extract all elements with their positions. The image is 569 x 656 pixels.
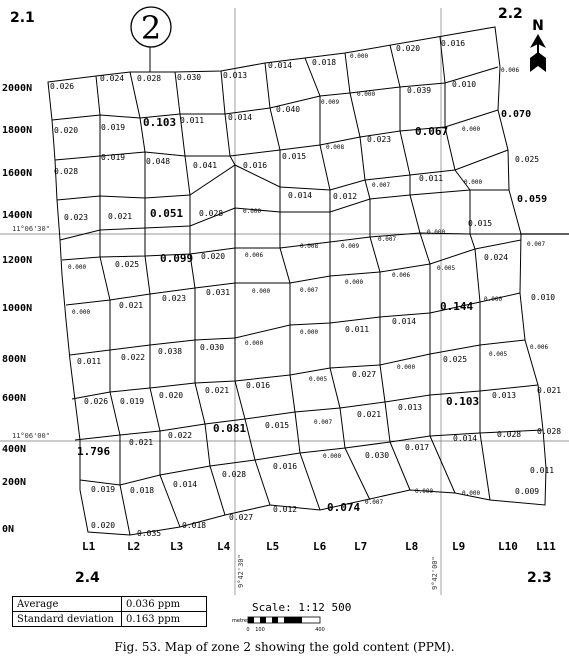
northing-label: 1400N xyxy=(2,210,33,221)
gold-value: 0.009 xyxy=(515,487,540,496)
gold-value: 0.000 xyxy=(300,329,319,336)
gold-value: 0.020 xyxy=(159,391,184,400)
gold-value: 0.023 xyxy=(162,294,187,303)
gold-value: 0.144 xyxy=(440,300,474,313)
gold-value: 0.014 xyxy=(288,191,313,200)
gold-value: 0.020 xyxy=(201,252,226,261)
gold-value: 0.015 xyxy=(468,219,493,228)
gold-value: 0.022 xyxy=(168,431,193,440)
gold-value: 0.006 xyxy=(530,344,549,351)
gold-value: 0.051 xyxy=(150,207,184,220)
gold-value: 0.007 xyxy=(365,499,384,506)
northing-label: 1600N xyxy=(2,168,33,179)
scale-tick-0: 0 xyxy=(246,627,250,633)
gold-value: 0.016 xyxy=(273,462,298,471)
gold-value: 0.000 xyxy=(427,229,446,236)
std-label: Standard deviation xyxy=(13,612,122,627)
gold-value: 0.000 xyxy=(357,91,376,98)
northing-label: 1800N xyxy=(2,125,33,136)
gold-value: 0.019 xyxy=(101,123,126,132)
gold-value: 0.070 xyxy=(501,109,532,120)
line-label: L6 xyxy=(313,540,327,553)
gold-value: 0.006 xyxy=(392,272,411,279)
gold-value: 0.000 xyxy=(484,296,503,303)
scale-label: Scale: 1:12 500 xyxy=(252,601,352,614)
line-label: L1 xyxy=(82,540,96,553)
line-labels xyxy=(82,540,556,553)
gold-value: 0.000 xyxy=(345,279,364,286)
north-arrow-icon xyxy=(530,18,546,72)
gold-value: 0.014 xyxy=(453,434,478,443)
gold-value: 0.030 xyxy=(365,451,390,460)
gold-value: 0.008 xyxy=(326,144,345,151)
gold-value: 0.021 xyxy=(205,386,230,395)
gold-value: 0.099 xyxy=(160,252,194,265)
gold-value: 0.013 xyxy=(398,403,423,412)
gold-value: 0.023 xyxy=(64,213,89,222)
gold-value: 0.000 xyxy=(68,264,87,271)
gold-value: 0.019 xyxy=(101,153,126,162)
gold-value: 0.007 xyxy=(527,241,546,248)
gold-value: 0.014 xyxy=(268,61,293,70)
gold-value: 0.009 xyxy=(321,99,340,106)
gold-value: 0.027 xyxy=(229,513,254,522)
scale-unit: metres xyxy=(232,618,250,624)
gold-value: 0.028 xyxy=(497,430,522,439)
northing-label: 1000N xyxy=(2,303,33,314)
gold-value: 0.103 xyxy=(446,395,480,408)
gold-value: 0.015 xyxy=(282,152,307,161)
gold-value: 0.016 xyxy=(441,39,466,48)
gold-value: 0.007 xyxy=(372,182,391,189)
average-value: 0.036 ppm xyxy=(122,597,207,612)
gold-value: 0.000 xyxy=(464,179,483,186)
gold-value: 0.021 xyxy=(129,438,154,447)
statistics-table xyxy=(12,596,207,627)
quadrant-label-2-4: 2.4 xyxy=(75,570,100,586)
gold-value: 0.031 xyxy=(206,288,231,297)
gold-value: 0.016 xyxy=(243,161,268,170)
gold-value: 0.067 xyxy=(415,125,449,138)
gold-value: 0.059 xyxy=(517,194,548,205)
line-label: L8 xyxy=(405,540,419,553)
gold-value: 0.000 xyxy=(350,53,369,60)
gold-value: 0.028 xyxy=(137,74,162,83)
gold-value: 0.028 xyxy=(537,427,562,436)
quadrant-label-2-3: 2.3 xyxy=(527,570,552,586)
gold-value: 0.017 xyxy=(405,443,430,452)
northing-label: 400N xyxy=(2,444,27,455)
gold-value: 0.018 xyxy=(312,58,337,67)
gold-value: 0.030 xyxy=(200,343,225,352)
scale-tick-400: 400 xyxy=(315,627,325,633)
gold-value: 1.796 xyxy=(77,445,111,458)
gold-value: 0.041 xyxy=(193,161,218,170)
longitude-label: 9°42'30" xyxy=(237,554,245,588)
scale-tick-100: 100 xyxy=(255,627,265,633)
latitude-label: 11°06'30" xyxy=(12,225,50,233)
gold-value: 0.005 xyxy=(489,351,508,358)
gold-value: 0.005 xyxy=(437,265,456,272)
gold-value: 0.011 xyxy=(345,325,370,334)
line-label: L9 xyxy=(452,540,466,553)
gold-value: 0.011 xyxy=(530,466,555,475)
gold-value: 0.011 xyxy=(419,174,444,183)
gold-value: 0.030 xyxy=(177,73,202,82)
gold-value: 0.020 xyxy=(396,44,421,53)
gold-value: 0.021 xyxy=(108,212,133,221)
gold-value: 0.000 xyxy=(397,364,416,371)
gold-value: 0.011 xyxy=(77,357,102,366)
gold-value: 0.025 xyxy=(115,260,140,269)
scale-bar xyxy=(232,617,325,633)
gold-value: 0.025 xyxy=(443,355,468,364)
gold-value: 0.008 xyxy=(300,243,319,250)
quadrant-label-2-2: 2.2 xyxy=(498,6,523,22)
line-label: L11 xyxy=(536,540,556,553)
gold-value: 0.081 xyxy=(213,422,247,435)
gold-value: 0.000 xyxy=(72,309,91,316)
zone-number: 2 xyxy=(140,9,162,47)
gold-value: 0.018 xyxy=(182,521,207,530)
northing-label: 200N xyxy=(2,477,27,488)
figure-caption: Fig. 53. Map of zone 2 showing the gold content (PPM). xyxy=(114,640,455,654)
gold-value: 0.012 xyxy=(333,192,358,201)
std-row xyxy=(13,612,207,627)
gold-value: 0.007 xyxy=(378,236,397,243)
average-label: Average xyxy=(13,597,122,612)
gold-value: 0.006 xyxy=(501,67,520,74)
gold-value: 0.007 xyxy=(314,419,333,426)
gold-value: 0.000 xyxy=(245,340,264,347)
gold-value: 0.006 xyxy=(245,252,264,259)
average-row xyxy=(13,597,207,612)
northing-label: 800N xyxy=(2,354,27,365)
std-value: 0.163 ppm xyxy=(122,612,207,627)
gold-value: 0.024 xyxy=(484,253,509,262)
northing-label: 1200N xyxy=(2,255,33,266)
gold-value: 0.027 xyxy=(352,370,377,379)
gold-value: 0.019 xyxy=(120,397,145,406)
gold-value: 0.026 xyxy=(84,397,109,406)
gold-value: 0.020 xyxy=(91,521,116,530)
northing-label: 0N xyxy=(2,524,15,535)
gold-value: 0.000 xyxy=(252,288,271,295)
gold-value: 0.000 xyxy=(243,208,262,215)
gold-value: 0.014 xyxy=(173,480,198,489)
gold-value: 0.025 xyxy=(515,155,540,164)
line-label: L4 xyxy=(217,540,231,553)
gold-value: 0.019 xyxy=(91,485,116,494)
gold-value: 0.010 xyxy=(531,293,556,302)
gold-value: 0.038 xyxy=(158,347,183,356)
gold-value: 0.000 xyxy=(462,490,481,497)
gold-value: 0.074 xyxy=(327,501,361,514)
line-label: L7 xyxy=(354,540,368,553)
line-label: L5 xyxy=(266,540,280,553)
gold-value: 0.048 xyxy=(146,157,171,166)
northing-label: 600N xyxy=(2,393,27,404)
gold-value: 0.014 xyxy=(228,113,253,122)
gold-value: 0.039 xyxy=(407,86,432,95)
gold-value: 0.007 xyxy=(300,287,319,294)
gold-value: 0.028 xyxy=(54,167,79,176)
line-label: L2 xyxy=(127,540,141,553)
gold-value: 0.005 xyxy=(309,376,328,383)
northing-labels xyxy=(2,83,32,535)
gold-value: 0.012 xyxy=(273,505,298,514)
line-label: L10 xyxy=(498,540,518,553)
gold-value: 0.014 xyxy=(392,317,417,326)
gold-value: 0.028 xyxy=(222,470,247,479)
gold-value: 0.022 xyxy=(121,353,146,362)
gold-value: 0.020 xyxy=(54,126,79,135)
gold-value: 0.009 xyxy=(341,243,360,250)
gold-value: 0.000 xyxy=(462,126,481,133)
gold-value: 0.023 xyxy=(367,135,392,144)
latitude-label: 11°06'00" xyxy=(12,432,50,440)
gold-value: 0.035 xyxy=(137,529,162,538)
gold-value: 0.021 xyxy=(537,386,562,395)
gold-value: 0.021 xyxy=(357,410,382,419)
gold-value: 0.024 xyxy=(100,74,125,83)
north-label: N xyxy=(532,18,544,34)
gold-value: 0.015 xyxy=(265,421,290,430)
gold-value: 0.021 xyxy=(119,301,144,310)
line-label: L3 xyxy=(170,540,184,553)
gold-value: 0.016 xyxy=(246,381,271,390)
survey-grid xyxy=(48,27,549,535)
gold-value: 0.040 xyxy=(276,105,301,114)
gold-value: 0.010 xyxy=(452,80,477,89)
longitude-label: 9°42'00" xyxy=(431,556,439,590)
gold-value: 0.013 xyxy=(223,71,248,80)
quadrant-label-2-1: 2.1 xyxy=(10,10,35,26)
northing-label: 2000N xyxy=(2,83,33,94)
gold-value: 0.103 xyxy=(143,116,177,129)
gold-value: 0.011 xyxy=(180,116,205,125)
gold-value: 0.013 xyxy=(492,391,517,400)
gold-value: 0.028 xyxy=(199,209,224,218)
gold-value: 0.026 xyxy=(50,82,75,91)
gold-value: 0.018 xyxy=(130,486,155,495)
gold-value: 0.000 xyxy=(415,488,434,495)
gold-value: 0.000 xyxy=(323,453,342,460)
zone-number-marker xyxy=(131,7,171,47)
